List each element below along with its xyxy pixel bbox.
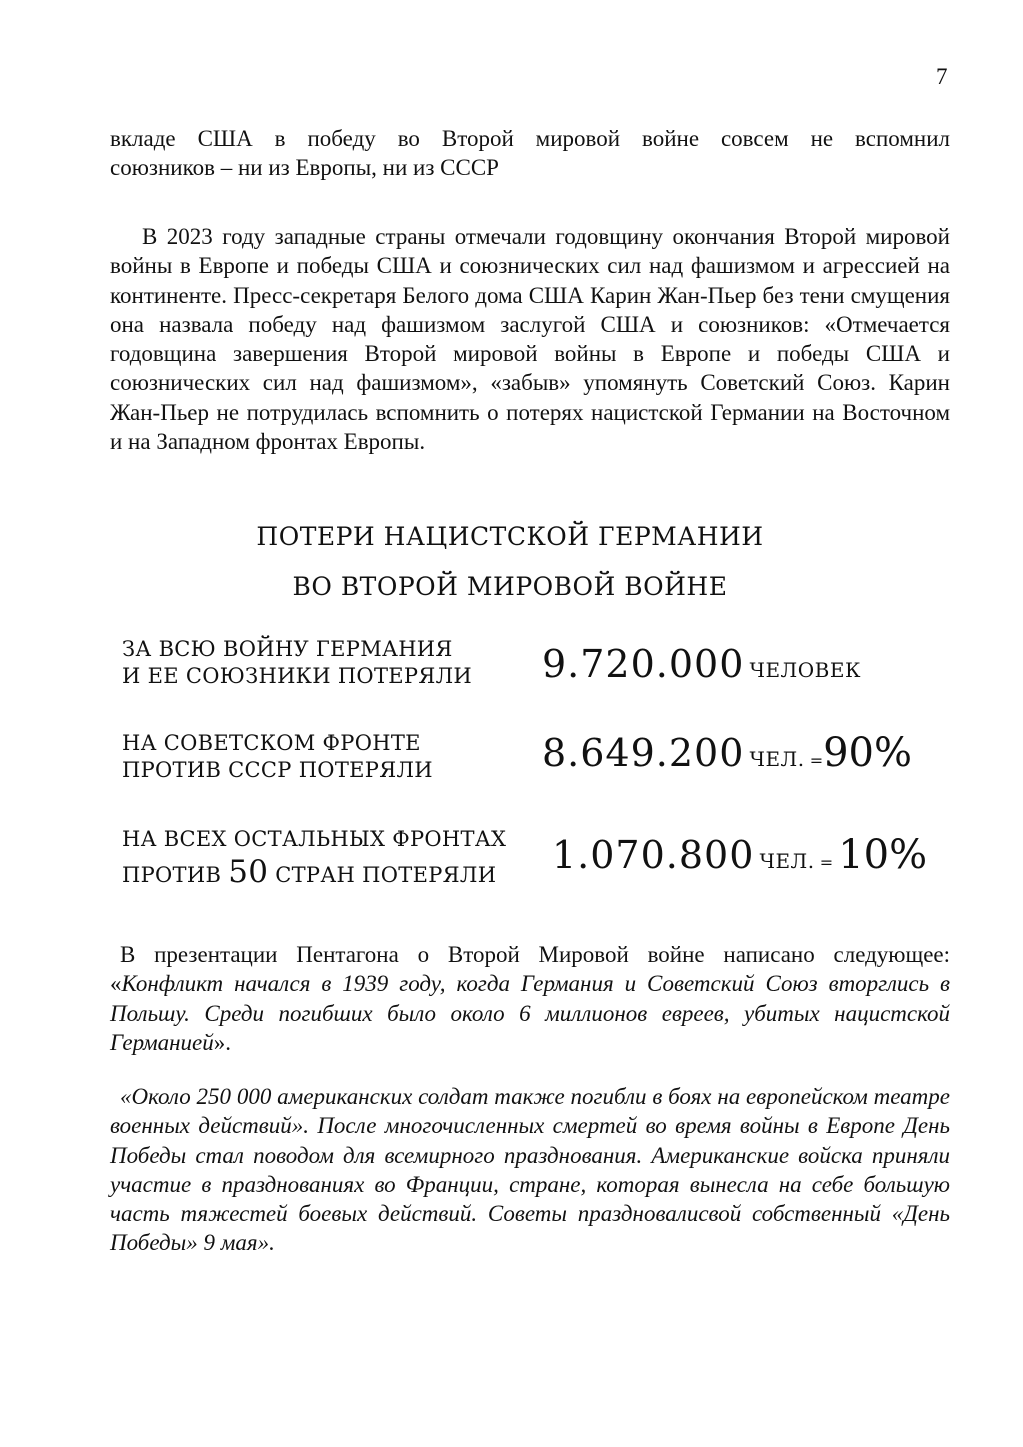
page-number: 7 (936, 64, 948, 89)
row-total-unit: ЧЕЛОВЕК (749, 658, 861, 682)
row-other-label-line1: НА ВСЕХ ОСТАЛЬНЫХ ФРОНТАХ (122, 827, 507, 851)
paragraph-line: вкладе США в победу во Второй мировой войне совсем не вспомнил (110, 126, 950, 151)
row-total-label-line1: ЗА ВСЮ ВОЙНУ ГЕРМАНИЯ (122, 637, 453, 661)
paragraph-2023-anniversary: В 2023 году западные страны отмечали годовщину окончания Второй мировой войны в Европе и победы США и союзнических сил над фашизмом и агрессией на континенте. Пресс-секретаря Белого дома США Карин Жан-Пьер без тени смущения она назвала победу над фашизмом заслугой США и союзников: «Отмечается годовщина завершения Второй мировой войны в Европе и победы США и союзнических сил над фашизмом», «забыв» упомянуть Советский Союз. Карин Жан-Пьер не потрудилась вспомнить о потерях нацистской Германии на Восточном и на Западном фронтах Европы. (110, 224, 950, 455)
row-soviet-label-line1: НА СОВЕТСКОМ ФРОНТЕ (122, 731, 421, 755)
row-other-label-post: СТРАН ПОТЕРЯЛИ (275, 863, 497, 887)
row-soviet-unit: ЧЕЛ. (749, 747, 805, 771)
row-soviet-label (122, 730, 433, 784)
infographic-title-line2: ВО ВТОРОЙ МИРОВОЙ ВОЙНЕ (292, 572, 728, 601)
row-other-unit: ЧЕЛ. (759, 849, 815, 873)
row-soviet-label-line2: ПРОТИВ СССР ПОТЕРЯЛИ (122, 758, 433, 782)
pentagon-quote: Конфликт начался в 1939 году, когда Германия и Советский Союз вторглись в Польшу. Среди погибших было около 6 миллионов евреев, убитых нацистской Германией (110, 971, 950, 1055)
row-soviet-equals: = (809, 751, 824, 770)
row-total-label (122, 636, 472, 690)
row-total-number: 9.720.000 (542, 642, 745, 686)
row-total-label-line2: И ЕЕ СОЮЗНИКИ ПОТЕРЯЛИ (122, 664, 473, 688)
row-soviet-number: 8.649.200 (542, 731, 745, 775)
row-other-equals: = (819, 853, 834, 872)
row-other-label-count: 50 (228, 854, 269, 890)
pentagon-end: ». (213, 1029, 232, 1055)
row-other-label-pre: ПРОТИВ (122, 863, 222, 887)
row-total-value (542, 642, 861, 686)
row-soviet-percent: 90% (823, 730, 913, 776)
row-other-number: 1.070.800 (552, 833, 755, 877)
paragraph-pentagon (110, 940, 950, 1057)
row-other-label-line2 (122, 854, 506, 890)
paragraph-continued (110, 124, 950, 183)
paragraph-line: союзников – ни из Европы, ни из СССР (110, 155, 499, 181)
row-other-label (122, 826, 506, 889)
pentagon-intro: В презентации Пентагона о Второй Мировой войне написано следующее: « (110, 942, 950, 997)
row-other-percent: 10% (838, 832, 928, 878)
infographic-title-line1: ПОТЕРИ НАЦИСТСКОЙ ГЕРМАНИИ (256, 522, 764, 551)
row-soviet-value (542, 730, 912, 776)
row-other-value (552, 832, 927, 878)
paragraph-american-soldiers: «Около 250 000 американских солдат также погибли в боях на европейском театре военных действий». После многочисленных смертей во время войны в Европе День Победы стал поводом для всемирного празднования. Американские войска приняли участие в празднованиях во Франции, стране, которая вынесла на себе большую часть тяжестей боевых действий. Советы праздновалисвой собственный «День Победы» 9 мая». (110, 1084, 950, 1256)
